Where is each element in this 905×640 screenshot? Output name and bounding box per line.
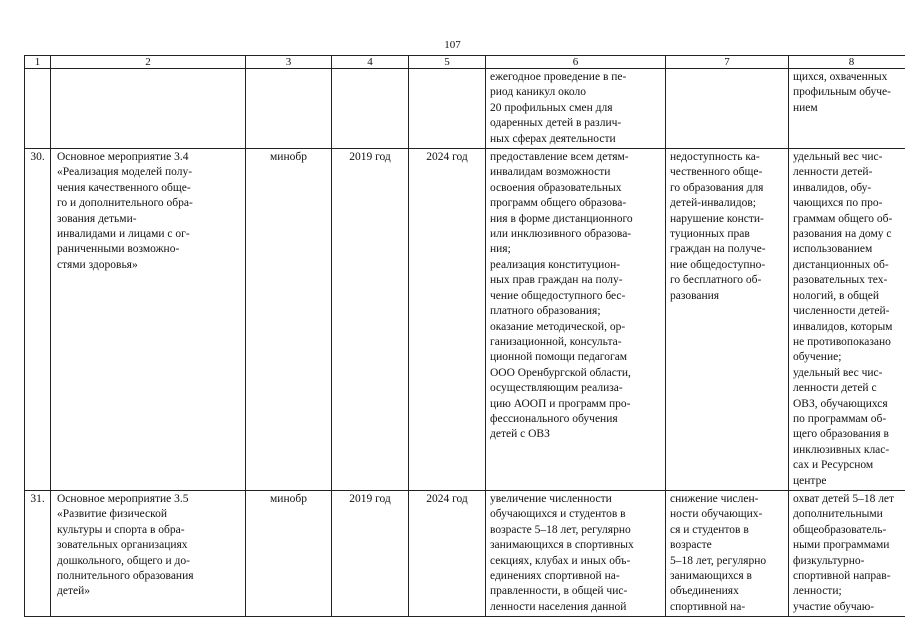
table-row [25, 490, 905, 616]
cell-line: секциях, клубах и иных объ- [490, 554, 631, 567]
cell-line: удельный вес чис- [793, 151, 883, 164]
row-number: 31. [25, 490, 51, 616]
cell-line: инклюзивных клас- [793, 443, 890, 456]
cell-line: предоставление всем детям- [490, 151, 629, 164]
cell-line: освоения образовательных [490, 181, 622, 194]
indicators [789, 490, 905, 616]
row-number [25, 69, 51, 149]
executor: минобр [246, 149, 332, 491]
cell-line: чественного обще- [670, 166, 763, 179]
cell-line: граждан на получе- [670, 243, 766, 256]
cell-line: ленности детей- [793, 166, 873, 179]
cell-line: спортивной на- [670, 600, 746, 613]
cell-line: туционных прав [670, 228, 750, 241]
executor: минобр [246, 490, 332, 616]
cell-line: 5–18 лет, регулярно [670, 554, 767, 567]
cell-line: 20 профильных смен для [490, 101, 613, 114]
table-header-row [25, 56, 905, 69]
cell-line: граммам общего об- [793, 212, 893, 225]
cell-line: ния в форме дистанционного [490, 212, 633, 225]
cell-line: го и дополнительного обра- [57, 197, 193, 210]
cell-line: инвалидам возможности [490, 166, 611, 179]
cell-line: занимающихся в [670, 570, 752, 582]
header-cell: 1 [25, 56, 51, 69]
cell-line: ционной помощи педагогам [490, 351, 628, 364]
cell-line: полнительного образования [57, 570, 194, 582]
activity-name [51, 490, 246, 616]
indicators [789, 69, 905, 149]
cell-line: участие обучаю- [793, 600, 875, 613]
cell-line: стями здоровья» [57, 258, 138, 271]
cell-line: «Реализация моделей полу- [57, 166, 193, 179]
cell-line: ными программами [793, 539, 890, 552]
consequences [666, 149, 789, 491]
page-number: 107 [444, 39, 461, 51]
header-cell: 6 [486, 56, 666, 69]
cell-line: фессионального обучения [490, 412, 618, 425]
header-cell: 3 [246, 56, 332, 69]
cell-line: занимающихся в спортивных [490, 539, 634, 552]
cell-line: разования [670, 289, 720, 302]
expected-result [486, 149, 666, 491]
cell-line: охват детей 5–18 лет [793, 492, 895, 505]
cell-line: нием [793, 101, 818, 114]
cell-line: ленности детей с [793, 382, 877, 395]
cell-line: ленности населения данной [490, 600, 627, 613]
table-row [25, 69, 905, 149]
cell-line: ленности; [793, 585, 842, 598]
cell-line: спортивной направ- [793, 570, 891, 582]
end-year [409, 69, 486, 149]
cell-line: инвалидов, которым [793, 320, 893, 333]
cell-line: возрасте [670, 539, 712, 552]
cell-line: программ общего образова- [490, 197, 627, 210]
header-cell: 4 [332, 56, 409, 69]
cell-line: чающихся по про- [793, 197, 883, 210]
cell-line: обучающихся и студентов в [490, 508, 626, 521]
cell-line: ОВЗ, обучающихся [793, 397, 888, 410]
cell-line: ние общедоступно- [670, 258, 766, 271]
cell-line: ООО Оренбургской области, [490, 366, 631, 379]
cell-line: зования детьми- [57, 212, 137, 225]
cell-line: центре [793, 474, 827, 487]
cell-line: ганизационной, консульта- [490, 335, 622, 348]
cell-line: объединениях [670, 585, 739, 598]
cell-line: нарушение консти- [670, 212, 764, 225]
start-year: 2019 год [332, 149, 409, 491]
cell-line: культуры и спорта в обра- [57, 523, 185, 536]
cell-line: нологий, в общей [793, 289, 880, 302]
expected-result [486, 69, 666, 149]
consequences [666, 69, 789, 149]
cell-line: по программам об- [793, 412, 887, 425]
cell-line: снижение числен- [670, 492, 759, 505]
cell-line: разовательных тех- [793, 274, 888, 287]
cell-line: физкультурно- [793, 554, 865, 567]
cell-line: инвалидов, обу- [793, 181, 872, 194]
cell-line: единениях спортивной на- [490, 570, 620, 582]
cell-line: численности детей- [793, 305, 890, 318]
expected-result [486, 490, 666, 616]
cell-line: ных сферах деятельности [490, 132, 616, 145]
cell-line: ся и студентов в [670, 523, 749, 536]
cell-line: чение общедоступного бес- [490, 289, 626, 302]
cell-line: не противопоказано [793, 335, 891, 348]
cell-line: сах и Ресурсном [793, 459, 874, 472]
header-cell: 7 [666, 56, 789, 69]
cell-line: детей с ОВЗ [490, 428, 550, 441]
executor [246, 69, 332, 149]
cell-line: ния; [490, 243, 511, 256]
header-cell: 5 [409, 56, 486, 69]
cell-line: использованием [793, 243, 873, 256]
cell-line: дистанционных об- [793, 258, 889, 271]
cell-line: удельный вес чис- [793, 366, 883, 379]
cell-line: ежегодное проведение в пе- [490, 71, 627, 83]
cell-line: реализация конституцион- [490, 258, 621, 271]
table-row [25, 149, 905, 491]
cell-line: профильным обуче- [793, 86, 891, 99]
activity-name [51, 149, 246, 491]
cell-line: возрасте 5–18 лет, регулярно [490, 523, 631, 536]
cell-line: чения качественного обще- [57, 181, 191, 194]
start-year: 2019 год [332, 490, 409, 616]
cell-line: или инклюзивного образова- [490, 228, 632, 241]
consequences [666, 490, 789, 616]
cell-line: дополнительными [793, 508, 883, 521]
activity-name [51, 69, 246, 149]
cell-line: обучение; [793, 351, 842, 364]
end-year: 2024 год [409, 490, 486, 616]
cell-line: инвалидами и лицами с ог- [57, 228, 190, 241]
cell-line: Основное мероприятие 3.4 [57, 151, 189, 164]
indicators [789, 149, 905, 491]
cell-line: раниченными возможно- [57, 243, 180, 256]
cell-line: платного образования; [490, 305, 601, 318]
cell-line: одаренных детей в различ- [490, 117, 622, 130]
header-cell: 2 [51, 56, 246, 69]
cell-line: детей-инвалидов; [670, 197, 756, 210]
cell-line: щего образования в [793, 428, 889, 441]
cell-line: щихся, охваченных [793, 71, 888, 83]
cell-line: дошкольного, общего и до- [57, 554, 190, 567]
cell-line: недоступность ка- [670, 151, 760, 164]
end-year: 2024 год [409, 149, 486, 491]
cell-line: го бесплатного об- [670, 274, 762, 287]
cell-line: Основное мероприятие 3.5 [57, 492, 189, 505]
cell-line: общеобразователь- [793, 523, 887, 536]
cell-line: детей» [57, 585, 90, 598]
start-year [332, 69, 409, 149]
cell-line: оказание методической, ор- [490, 320, 626, 333]
cell-line: зовательных организациях [57, 539, 188, 552]
header-cell: 8 [789, 56, 905, 69]
cell-line: разования на дому с [793, 228, 892, 241]
cell-line: осуществляющим реализа- [490, 382, 623, 395]
cell-line: риод каникул около [490, 86, 586, 99]
program-table [24, 55, 905, 617]
cell-line: ных прав граждан на полу- [490, 274, 623, 287]
row-number: 30. [25, 149, 51, 491]
cell-line: го образования для [670, 181, 764, 194]
cell-line: цию АООП и программ про- [490, 397, 631, 410]
cell-line: «Развитие физической [57, 508, 168, 521]
cell-line: правленности, в общей чис- [490, 585, 628, 598]
cell-line: ности обучающих- [670, 508, 763, 521]
cell-line: увеличение численности [490, 492, 612, 505]
